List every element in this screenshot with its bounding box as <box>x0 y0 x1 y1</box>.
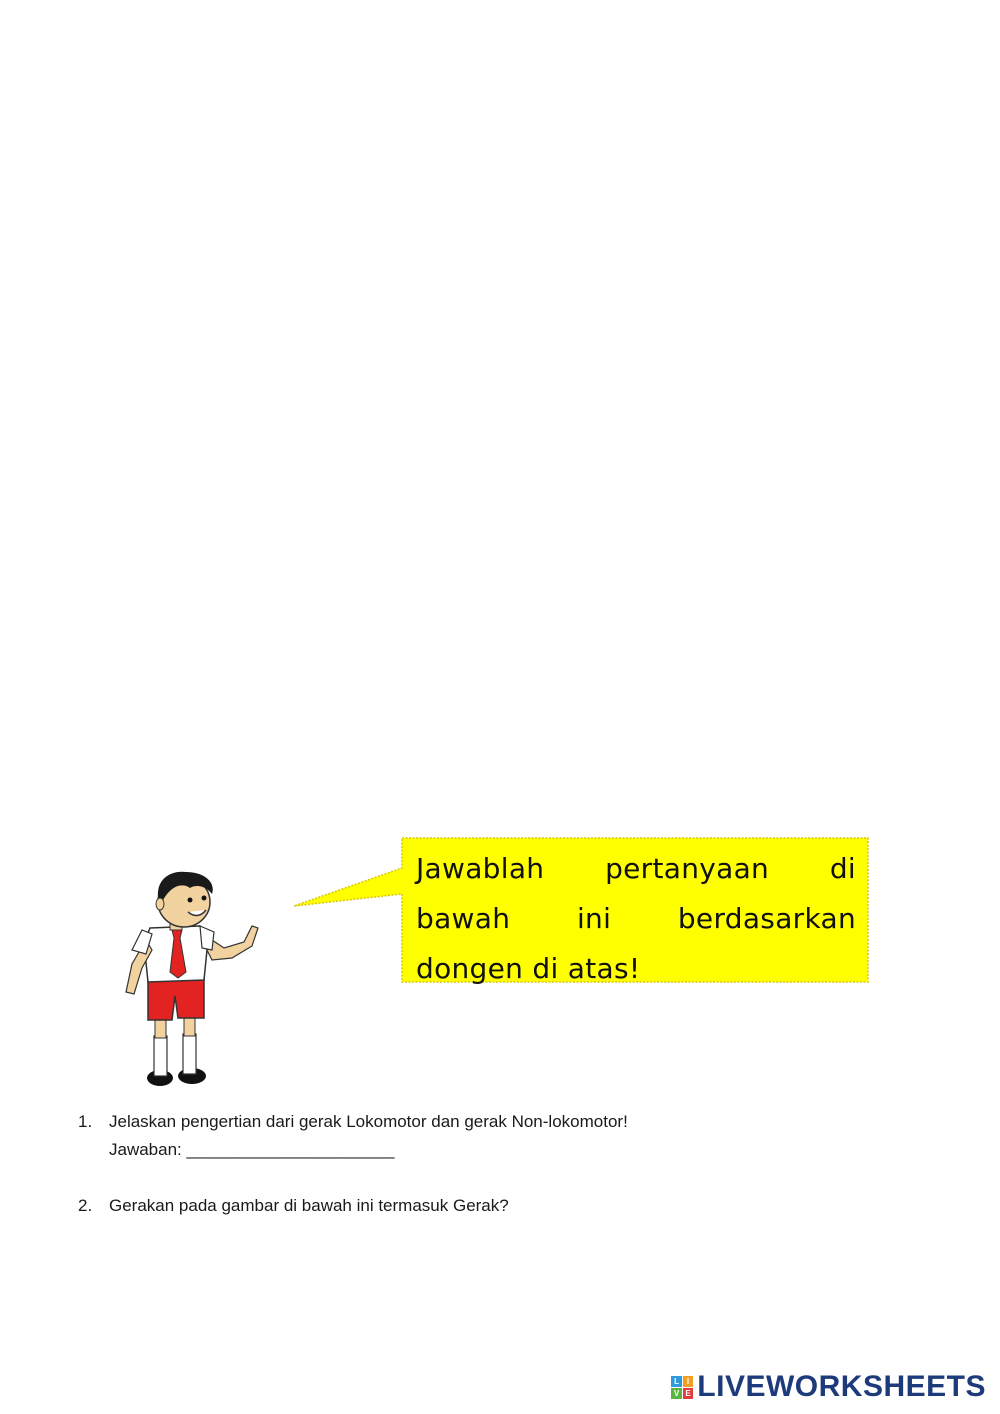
answer-label: Jawaban: <box>109 1140 182 1159</box>
brand-name: LIVEWORKSHEETS <box>697 1370 986 1403</box>
speech-callout <box>290 836 870 984</box>
question-item <box>78 1108 938 1164</box>
answer-input-line[interactable]: ______________________ <box>186 1140 395 1159</box>
callout-instruction-text: Jawablah pertanyaan di bawah ini berdasarkan dongen di atas! <box>416 852 856 985</box>
question-number: 2. <box>78 1196 93 1215</box>
question-list <box>78 1108 938 1220</box>
question-text: Gerakan pada gambar di bawah ini termasuk Gerak? <box>109 1196 509 1215</box>
question-text: Jelaskan pengertian dari gerak Lokomotor dan gerak Non-lokomotor! <box>109 1112 628 1131</box>
liveworksheets-brand <box>671 1370 986 1404</box>
answer-row <box>109 1136 938 1164</box>
question-number: 1. <box>78 1112 93 1131</box>
question-item <box>78 1192 938 1220</box>
schoolboy-waving-icon <box>112 868 272 1093</box>
liveworksheets-logo-icon: L I V E <box>671 1376 693 1398</box>
